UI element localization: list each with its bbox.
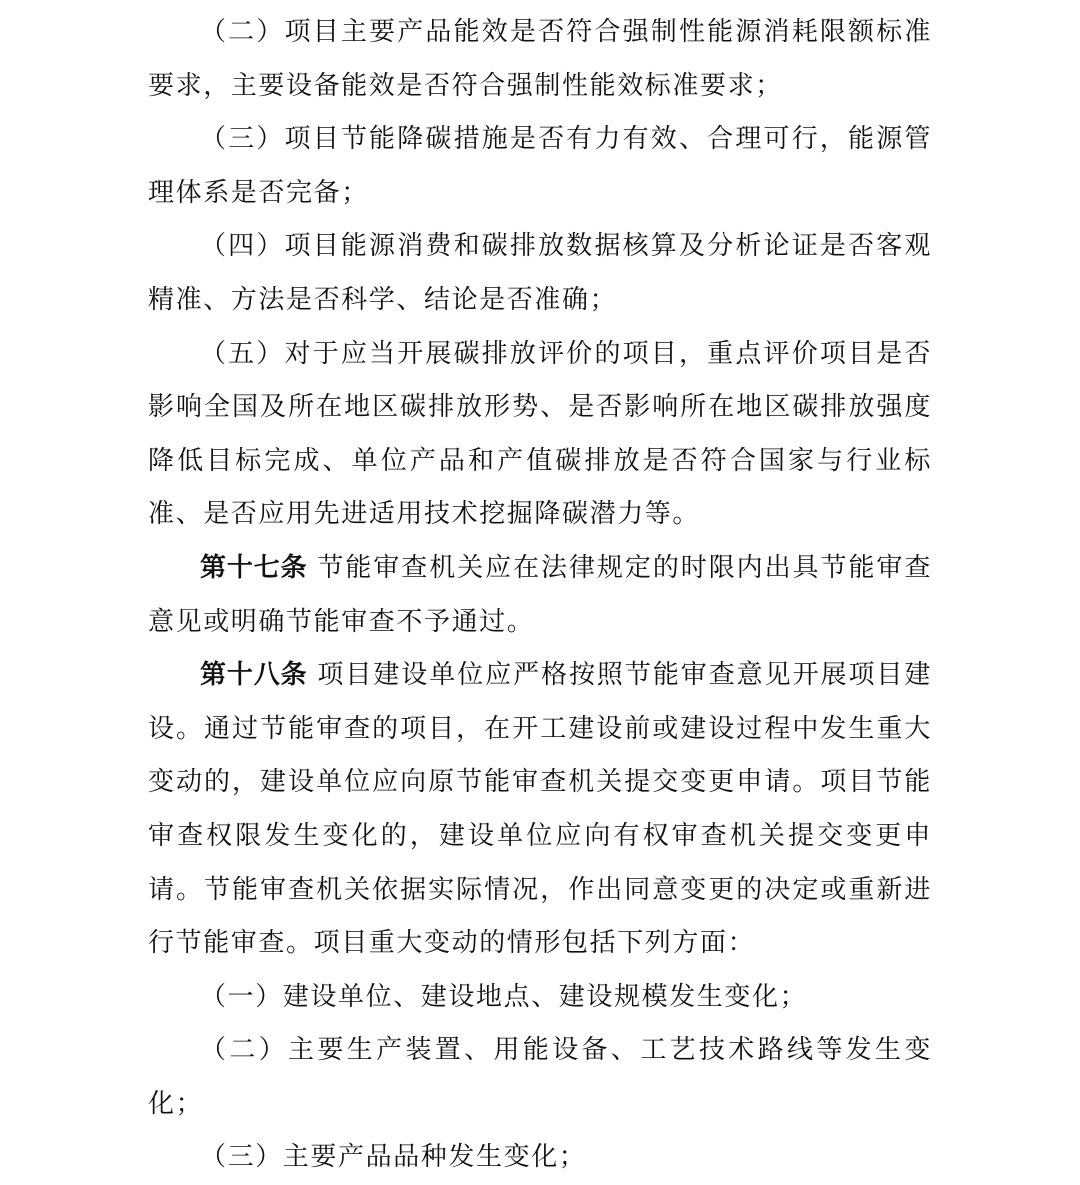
paragraph-item-3 bbox=[148, 113, 932, 220]
article-text: 节能审查机关应在法律规定的时限内出具节能审查意见或明确节能审查不予通过。 bbox=[148, 552, 932, 637]
article-number: 第十八条 bbox=[200, 660, 308, 691]
paragraph-item-2 bbox=[148, 6, 932, 113]
paragraph-text: （三）主要产品品种发生变化； bbox=[200, 1142, 587, 1173]
document-page bbox=[148, 6, 932, 1185]
article-18 bbox=[148, 649, 932, 971]
change-item-3 bbox=[148, 1131, 932, 1185]
paragraph-item-4 bbox=[148, 220, 932, 327]
change-item-1 bbox=[148, 971, 932, 1025]
paragraph-text: （四）项目能源消费和碳排放数据核算及分析论证是否客观精准、方法是否科学、结论是否准确； bbox=[148, 231, 932, 315]
paragraph-text: （三）项目节能降碳措施是否有力有效、合理可行，能源管理体系是否完备； bbox=[148, 124, 932, 208]
paragraph-item-5 bbox=[148, 328, 932, 542]
article-text: 项目建设单位应严格按照节能审查意见开展项目建设。通过节能审查的项目，在开工建设前或建设过程中发生重大变动的，建设单位应向原节能审查机关提交变更申请。项目节能审查权限发生变化的，建设单位应向有权审查机关提交变更申请。节能审查机关依据实际情况，作出同意变更的决定或重新进行节能审查。项目重大变动的情形包括下列方面： bbox=[148, 660, 932, 959]
article-17 bbox=[148, 542, 932, 649]
paragraph-text: （二）项目主要产品能效是否符合强制性能源消耗限额标准要求，主要设备能效是否符合强制性能效标准要求； bbox=[148, 17, 932, 101]
paragraph-text: （一）建设单位、建设地点、建设规模发生变化； bbox=[200, 981, 808, 1012]
paragraph-text: （二）主要生产装置、用能设备、工艺技术路线等发生变化； bbox=[148, 1035, 932, 1119]
article-number: 第十七条 bbox=[200, 552, 308, 583]
paragraph-text: （五）对于应当开展碳排放评价的项目，重点评价项目是否影响全国及所在地区碳排放形势、是否影响所在地区碳排放强度降低目标完成、单位产品和产值碳排放是否符合国家与行业标准、是否应用先进适用技术挖掘降碳潜力等。 bbox=[148, 338, 932, 530]
change-item-2 bbox=[148, 1024, 932, 1131]
